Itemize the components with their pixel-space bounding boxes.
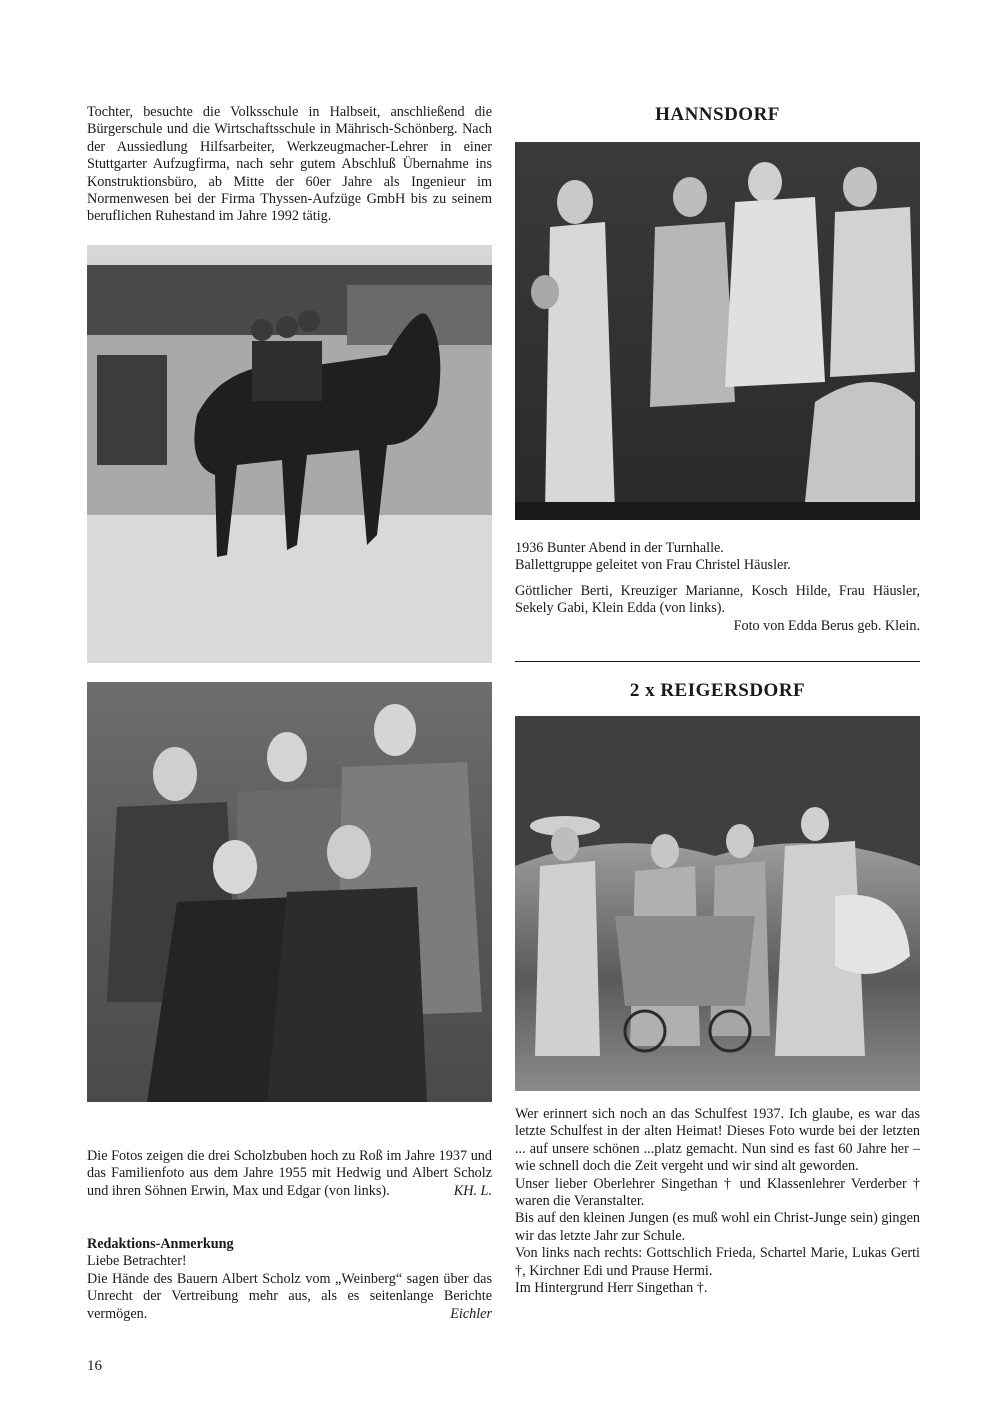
reigersdorf-para2: Unser lieber Oberlehrer Singethan † und Klassenlehrer Verderber † waren die Veranstalter. <box>515 1175 920 1210</box>
reigersdorf-para4: Von links nach rechts: Gottschlich Frieda, Schartel Marie, Lukas Gerti †, Kirchner Edi und Prause Hermi. <box>515 1245 920 1279</box>
horse-photo-drawing <box>87 245 492 663</box>
intro-text: Tochter, besuchte die Volksschule in Halbseit, anschließend die Bürgerschule und die Wirtschaftsschule in Mährisch-Schönberg. Nach der Aussiedlung Hilfsarbeiter, Werkzeugmacher-Lehrer in einer Stuttgarter Aufzugfirma, nach sehr gutem Abschluß Übernahme ins Konstruktionsbüro, ab Mitte der 60er Jahre als Ingenieur im Normenwesen bei der Firma Thyssen-Aufzüge GmbH bis zu seinem beruflichen Ruhestand im Jahre 1992 tätig. <box>87 104 492 225</box>
family-photo-drawing <box>87 682 492 1102</box>
editor-note-title: Redaktions-Anmerkung <box>87 1236 234 1252</box>
scholz-signature: KH. L. <box>453 1182 492 1199</box>
hannsdorf-names: Göttlicher Berti, Kreuziger Marianne, Kosch Hilde, Frau Häusler, Sekely Gabi, Klein Edda (von links). <box>515 582 920 617</box>
family-photo <box>87 682 492 1102</box>
scholz-caption <box>87 1148 492 1200</box>
reigersdorf-para3: Bis auf den kleinen Jungen (es muß wohl ein Christ-Junge sein) gingen wir das letzte Jahr zur Schule. <box>515 1210 920 1244</box>
scholz-caption-text: Die Fotos zeigen die drei Scholzbuben hoch zu Roß im Jahre 1937 und das Familienfoto aus dem Jahre 1955 mit Hedwig und Albert Scholz und ihren Söhnen Erwin, Max und Edgar (von links). <box>87 1148 492 1199</box>
hannsdorf-caption-line1: 1936 Bunter Abend in der Turnhalle. <box>515 540 724 556</box>
hannsdorf-heading: HANNSDORF <box>655 104 780 125</box>
editor-note-greeting: Liebe Betrachter! <box>87 1253 187 1270</box>
editor-note-signature: Eichler <box>450 1305 492 1322</box>
section-divider <box>515 661 920 662</box>
editor-note-body: Die Hände des Bauern Albert Scholz vom „Weinberg“ sagen über das Unrecht der Vertreibung mehr aus, als es seitenlange Berichte vermögen. <box>87 1270 492 1322</box>
reigersdorf-para5: Im Hintergrund Herr Singethan †. <box>515 1280 708 1297</box>
schulfest-photo-drawing <box>515 716 920 1091</box>
hannsdorf-caption-line2: Ballettgruppe geleitet von Frau Christel Häusler. <box>515 557 791 574</box>
reigersdorf-para1: Wer erinnert sich noch an das Schulfest 1937. Ich glaube, es war das letzte Schulfest in der alten Heimat! Dieses Foto wurde bei der letzten ... auf unsere schönen ...platz gemacht. Nun sind es fast 60 Jahre her – wie schnell doch die Zeit vergeht und wir sind alt geworden. <box>515 1106 920 1175</box>
hannsdorf-photo-credit: Foto von Edda Berus geb. Klein. <box>733 617 920 634</box>
horse-photo <box>87 245 492 663</box>
reigersdorf-text <box>515 1106 920 1297</box>
editor-note <box>87 1236 492 1323</box>
intro-paragraph <box>87 104 492 226</box>
reigersdorf-heading: 2 x REIGERSDORF <box>629 680 806 701</box>
schulfest-photo <box>515 716 920 1091</box>
ballet-photo <box>515 142 920 520</box>
ballet-photo-drawing <box>515 142 920 520</box>
hannsdorf-caption <box>515 540 920 635</box>
page-number: 16 <box>87 1358 102 1374</box>
